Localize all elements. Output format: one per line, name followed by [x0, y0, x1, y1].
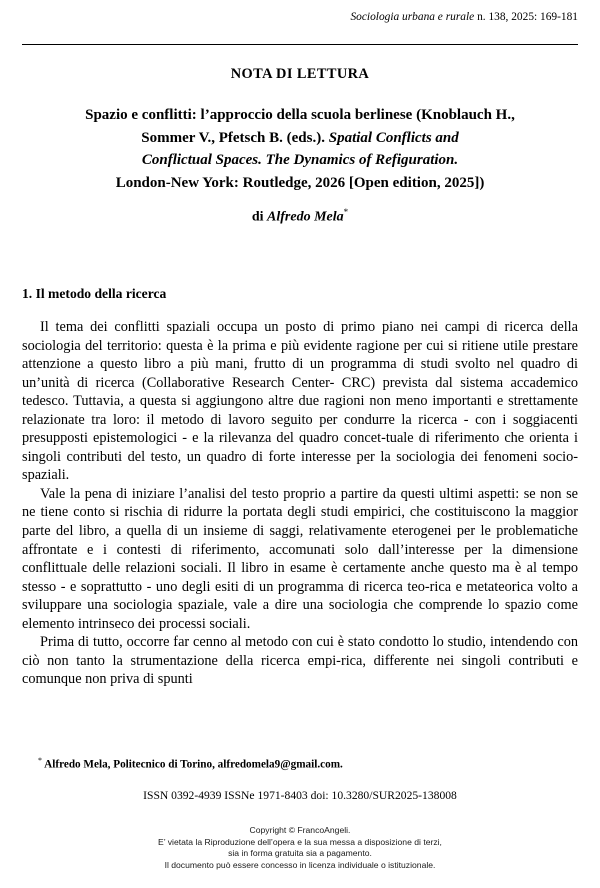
title-line-2-roman: Sommer V., Pfetsch B. (eds.). [141, 129, 329, 146]
copyright-line-4: Il documento può essere concesso in licenza individuale o istituzionale. [164, 859, 436, 870]
journal-name: Sociologia urbana e rurale [350, 11, 475, 23]
author-name: Alfredo Mela [267, 209, 344, 225]
copyright-line-3: sia in forma gratuita sia a pagamento. [228, 848, 372, 859]
byline-prefix: di [251, 209, 268, 225]
issue-reference: n. 138, 2025: 169-181 [477, 11, 578, 23]
footnote-marker: * [343, 207, 349, 217]
body-text [22, 318, 578, 689]
byline [22, 207, 578, 226]
issn-doi-line: ISSN 0392-4939 ISSNe 1971-8403 doi: 10.3280/SUR2025-138008 [143, 789, 457, 802]
footnote-marker: * [38, 756, 42, 765]
section-heading: 1. Il metodo della ricerca [22, 286, 167, 301]
footnote-text: Alfredo Mela, Politecnico di Torino, alfredomela9@gmail.com. [42, 758, 343, 771]
paragraph: Vale la pena di iniziare l’analisi del testo proprio a partire da questi ultimi aspetti: se non se ne tiene conto si rischia di ridurre la portata degli studi empirici, che costituiscono la maggior parte del libro, a quella di un insieme di saggi, relativamente eterogenei per le problematiche affrontate e i contesti di riferimento, accomunati solo dall’interesse per la dimensione conflittuale delle relazioni sociali. Il libro in esame è certamente anche questo ma è al tempo stesso - e soprattutto - uno degli esiti di un programma di ricerca teo-rica e metateorica volto a sviluppare una sociologia spaziale, vale a dire una sociologia che comprende lo spazio come elemento intrinseco dei processi sociali. [22, 485, 578, 632]
footnote [38, 754, 578, 772]
copyright-line-1: Copyright © FrancoAngeli. [249, 825, 351, 835]
title-line-2-italic: Spatial Conflicts and [328, 129, 459, 146]
paragraph: Il tema dei conflitti spaziali occupa un posto di primo piano nei campi di ricerca della sociologia del territorio: questa è la prima e più evidente ragione per cui si ritiene utile prestare attenzione a questo libro a più mani, frutto di un programma di studi svolto nel quadro di un’unità di ricerca (Collaborative Research Center- CRC) prevista dal sistema accademico tedesco. Tuttavia, a questa si aggiungono altre due ragioni non meno importanti e strettamente relazionate tra loro: il metodo di lavoro seguito per condurre la ricerca - con i soggiacenti presupposti epistemologici - e la rilevanza del quadro concet-tuale di riferimento che orienta i singoli contributi del testo, un quadro di forte interesse per la sociologia dei fenomeni socio-spaziali. [22, 319, 578, 484]
title-line-3-italic: Conflictual Spaces. The Dynamics of Refiguration. [141, 152, 459, 168]
copyright-line-2: E’ vietata la Riproduzione dell’opera e la sua messa a disposizione di terzi, [158, 836, 442, 847]
title-line-1: Spazio e conflitti: l’approccio della scuola berlinese (Knoblauch H., [85, 107, 515, 123]
page-title [22, 104, 578, 194]
running-head [22, 10, 578, 24]
title-line-4: London-New York: Routledge, 2026 [Open edition, 2025]) [115, 174, 485, 191]
copyright-notice [22, 825, 578, 871]
header-divider [22, 44, 578, 45]
article-kicker: NOTA DI LETTURA [230, 66, 370, 82]
paragraph: Prima di tutto, occorre far cenno al metodo con cui è stato condotto lo studio, intendendo con ciò non tanto la strumentazione della ricerca empi-rica, differente nei singoli contributi e comunque non priva di spunti [22, 634, 578, 688]
